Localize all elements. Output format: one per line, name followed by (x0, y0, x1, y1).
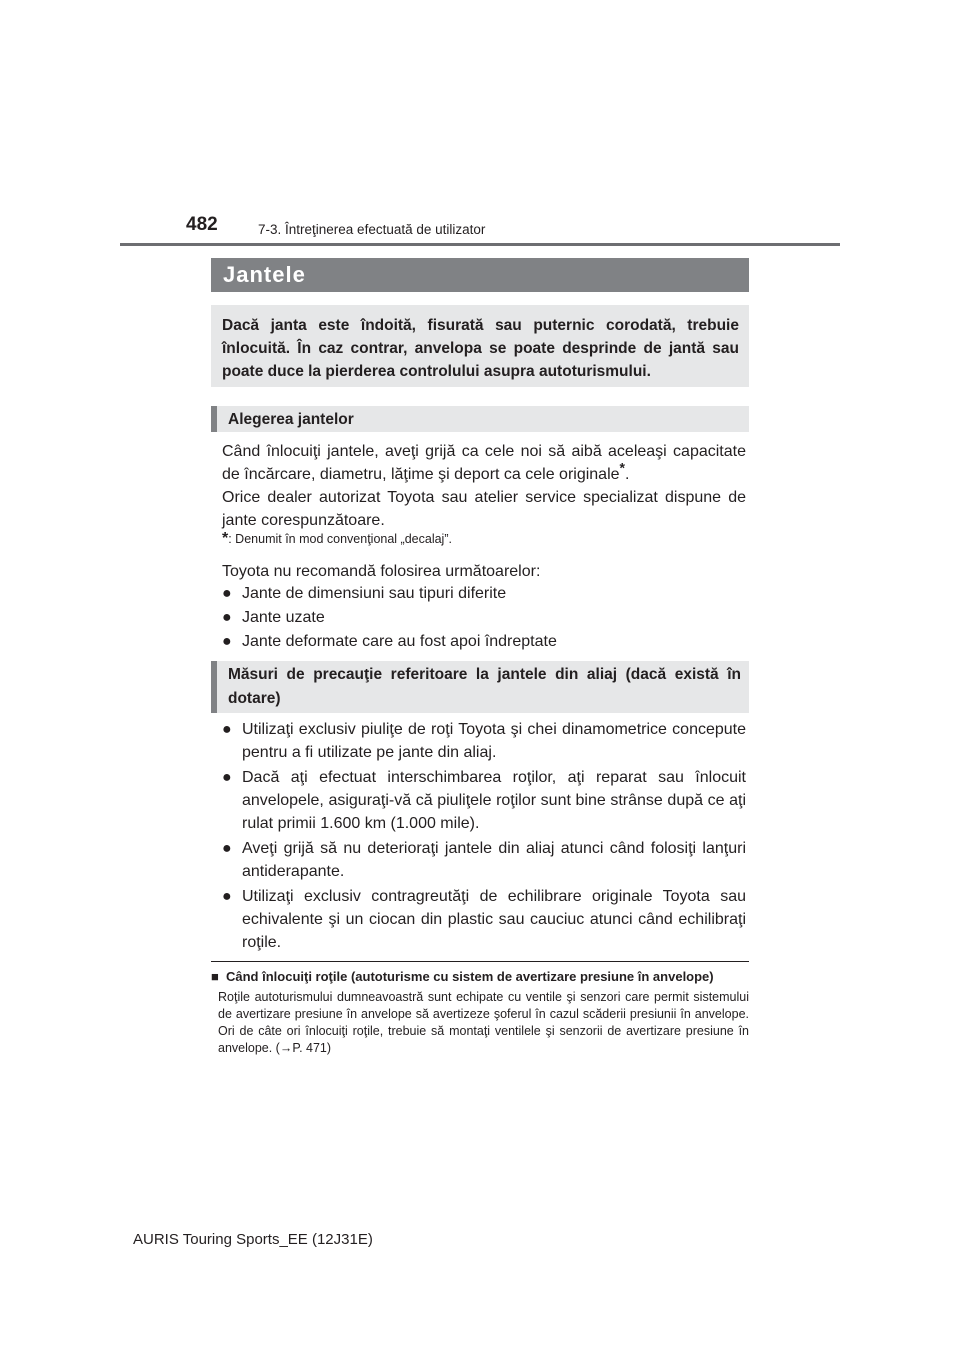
intro-text: Dacă janta este îndoită, fisurată sau puternic corodată, trebuie înlocuită. În caz contrar, anvelopa se poate desprinde de jantă sau poate duce la pierderea controlului asupra autoturismului. (222, 317, 739, 380)
not-recommended-lead: Toyota nu recomandă folosirea următoarelor: (222, 563, 541, 580)
bullet-icon: ● (222, 585, 232, 602)
list-item: ● Jante uzate (222, 606, 746, 629)
footnote-text: : Denumit în mod convenţional „decalaj”. (228, 532, 452, 546)
bullet-icon: ● (222, 840, 232, 857)
paragraph-end: . (624, 466, 630, 483)
section-title: Măsuri de precauţie referitoare la jantele din aliaj (dacă există în dotare) (228, 666, 741, 707)
list-item: ● Utilizaţi exclusiv piuliţe de roţi Toyota şi chei dinamometrice concepute pentru a fi utilizate pe jante din aliaj. (222, 718, 746, 764)
info-note (211, 968, 749, 1057)
list-item: ● Aveţi grijă să nu deterioraţi jantele din aliaj atunci când folosiţi lanţuri antiderapante. (222, 837, 746, 883)
list-item: ● Utilizaţi exclusiv contragreutăţi de echilibrare originale Toyota sau echivalente şi un ciocan din plastic sau cauciuc atunci când echilibraţi roţile. (222, 885, 746, 954)
note-divider (211, 961, 749, 962)
bullet-icon: ● (222, 633, 232, 650)
footnote (222, 530, 452, 548)
bullet-icon: ● (222, 769, 232, 786)
bullet-icon: ● (222, 609, 232, 626)
bullet-icon: ● (222, 888, 232, 905)
paragraph-rim-replacement (222, 440, 746, 532)
footnote-marker: * (619, 459, 625, 476)
list-item: ● Dacă aţi efectuat interschimbarea roţilor, aţi reparat sau înlocuit anvelopele, asiguraţi-vă că piuliţele roţilor sunt bine strânse după ce aţi rulat primii 1.600 km (1.000 mile). (222, 766, 746, 835)
section-header-alloy-precautions (211, 661, 749, 713)
note-title: ■ Când înlocuiţi roţile (autoturisme cu sistem de avertizare presiune în anvelope) (211, 969, 714, 984)
bullet-icon: ● (222, 721, 232, 738)
chapter-title: 7-3. Întreţinerea efectuată de utilizator (258, 222, 486, 237)
section-title: Alegerea jantelor (228, 411, 354, 428)
section-header-rim-selection (211, 406, 749, 432)
intro-box (211, 305, 749, 387)
note-body: Roţile autoturismului dumneavoastră sunt echipate cu ventile şi senzori care permit sistemului de avertizare presiune în anvelope să avertizeze şoferul în cazul scăderii presiunii în anvelope. Ori de câte ori înlocuiţi roţile, trebuie să montaţi ventilele şi senzorii de avertizare presiune în anvelope. (→P. 471) (218, 990, 749, 1055)
square-bullet-icon: ■ (211, 969, 219, 984)
section-banner (211, 258, 749, 292)
list-item: ● Jante deformate care au fost apoi îndreptate (222, 630, 746, 653)
page-number: 482 (186, 214, 218, 235)
header-rule (120, 243, 840, 246)
alloy-precautions-list (222, 718, 746, 956)
footer-model: AURIS Touring Sports_EE (12J31E) (133, 1231, 373, 1248)
banner-title: Jantele (223, 262, 306, 287)
footnote-star: * (222, 530, 229, 547)
not-recommended-list (222, 582, 746, 654)
list-item: ● Jante de dimensiuni sau tipuri diferite (222, 582, 746, 605)
paragraph-dealer: Orice dealer autorizat Toyota sau atelier service specializat dispune de jante corespunzătoare. (222, 489, 746, 529)
paragraph-text: Când înlocuiţi jantele, aveţi grijă ca cele noi să aibă aceleaşi capacitate de încărcare, diametru, lăţime şi deport ca cele originale (222, 443, 746, 483)
